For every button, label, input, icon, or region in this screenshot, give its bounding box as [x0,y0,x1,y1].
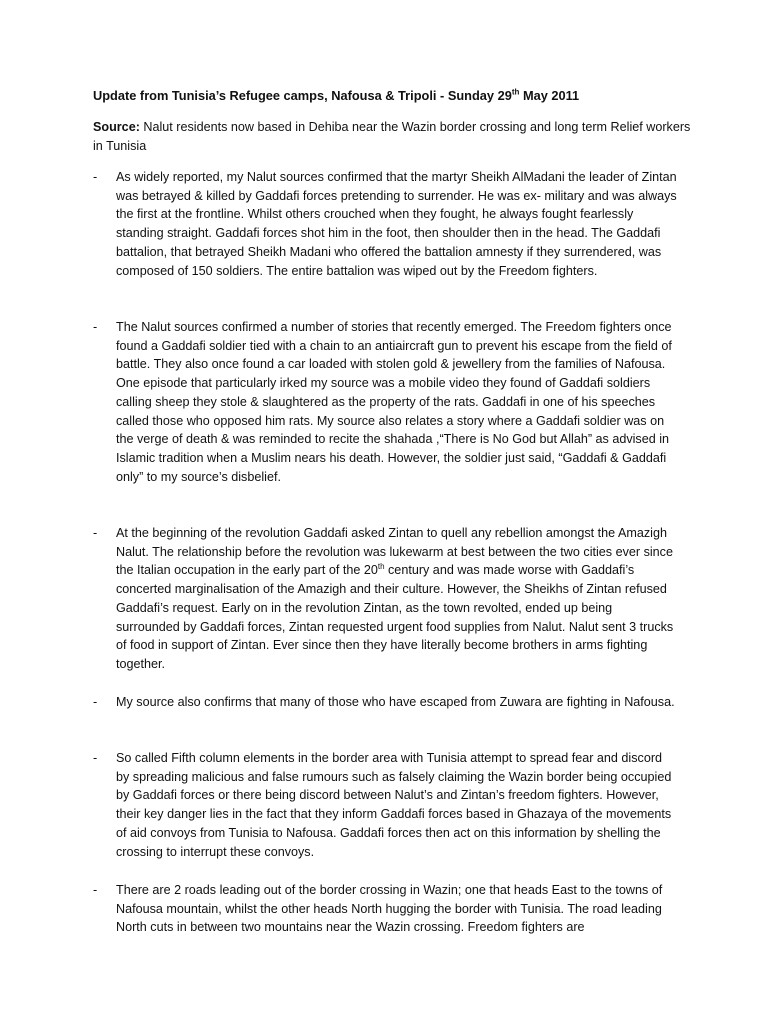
bullet-text-part-b: century and was made worse with Gaddafi’s concerted marginalisation of the Amazigh and their culture. However, the Sheikhs of Zintan refused Gaddafi’s request. Early on in the revolution Zintan, as the town revolted, ended up being surrounded by Gaddafi forces, Zintan requested urgent food supplies from Nalut. Nalut sent 3 trucks of food in support of Zintan. Ever since then they have literally become brothers in arms fighting together. [116,563,674,671]
bullet-text: My source also confirms that many of those who have escaped from Zuwara are fighting in Nafousa. [116,695,675,709]
heading-suffix: May 2011 [519,88,580,103]
bullet-text: As widely reported, my Nalut sources confirmed that the martyr Sheikh AlMadani the leader of Zintan was betrayed & killed by Gaddafi forces pretending to surrender. He was ex- military and was always the first at the frontline. Whilst others crouched when they fought, he always fought fearlessly standing straight. Gaddafi forces shot him in the foot, then shoulder then in the head. The Gaddafi battalion, that betrayed Sheikh Madani who offered the battalion amnesty if they surrendered, was composed of 150 soldiers. The entire battalion was wiped out by the Freedom fighters. [116,170,677,278]
bullet-text: So called Fifth column elements in the border area with Tunisia attempt to spread fear and discord by spreading malicious and false rumours such as falsely claiming the Wazin border being occupied by Gaddafi forces or there being discord between Nalut’s and Zintan’s freedom fighters. However, their key danger lies in the fact that they inform Gaddafi forces based in Ghazaya of the movements of aid convoys from Tunisia to Nafousa. Gaddafi forces then act on this information by shelling the crossing to interrupt these convoys. [116,751,672,859]
document-heading [93,87,579,106]
bullet-marker: - [93,320,98,334]
source-paragraph [93,118,693,155]
bullet-marker: - [93,170,98,184]
bullet-text: The Nalut sources confirmed a number of stories that recently emerged. The Freedom fighters once found a Gaddafi soldier tied with a chain to an antiaircraft gun to prevent his escape from the field of battle. They also once found a car loaded with stolen gold & jewellery from the families of Nafousa. One episode that particularly irked my source was a mobile video they found of Gaddafi soldiers calling sheep they stole & slaughtered as the property of the rats. Gaddafi in one of his speeches called those who opposed him rats. My source also relates a story where a Gaddafi soldier was on the verge of death & was reminded to recite the shahada ,“There is No God but Allah” as advised in Islamic tradition when a Muslim nears his death. However, the soldier just said, “Gaddafi & Gaddafi only” to my source’s disbelief. [116,320,672,484]
bullet-marker: - [93,751,98,765]
bullet-item-1 [93,168,678,280]
bullet-text-part-a: At the beginning of the revolution Gaddafi asked Zintan to quell any rebellion amongst the Amazigh Nalut. The relationship before the revolution was lukewarm at best between the two cities ever since the Italian occupation in the early part of the 20 [116,526,673,578]
heading-superscript: th [511,87,520,97]
bullet-item-2 [93,318,678,486]
bullet-item-5 [93,749,678,861]
bullet-marker: - [93,883,98,897]
bullet-item-4 [93,693,678,712]
bullet-item-3 [93,524,678,674]
bullet-marker: - [93,526,98,540]
bullet-item-6 [93,881,678,937]
bullet-superscript: th [377,562,385,572]
source-label: Source: [93,120,140,134]
bullet-marker: - [93,695,98,709]
bullet-text [116,524,678,674]
bullet-text: There are 2 roads leading out of the border crossing in Wazin; one that heads East to the towns of Nafousa mountain, whilst the other heads North hugging the border with Tunisia. The road leading North cuts in between two mountains near the Wazin crossing. Freedom fighters are [116,883,663,935]
source-text: Nalut residents now based in Dehiba near the Wazin border crossing and long term Relief workers in Tunisia [93,120,691,153]
heading-prefix: Update from Tunisia’s Refugee camps, Nafousa & Tripoli - Sunday 29 [93,88,512,103]
